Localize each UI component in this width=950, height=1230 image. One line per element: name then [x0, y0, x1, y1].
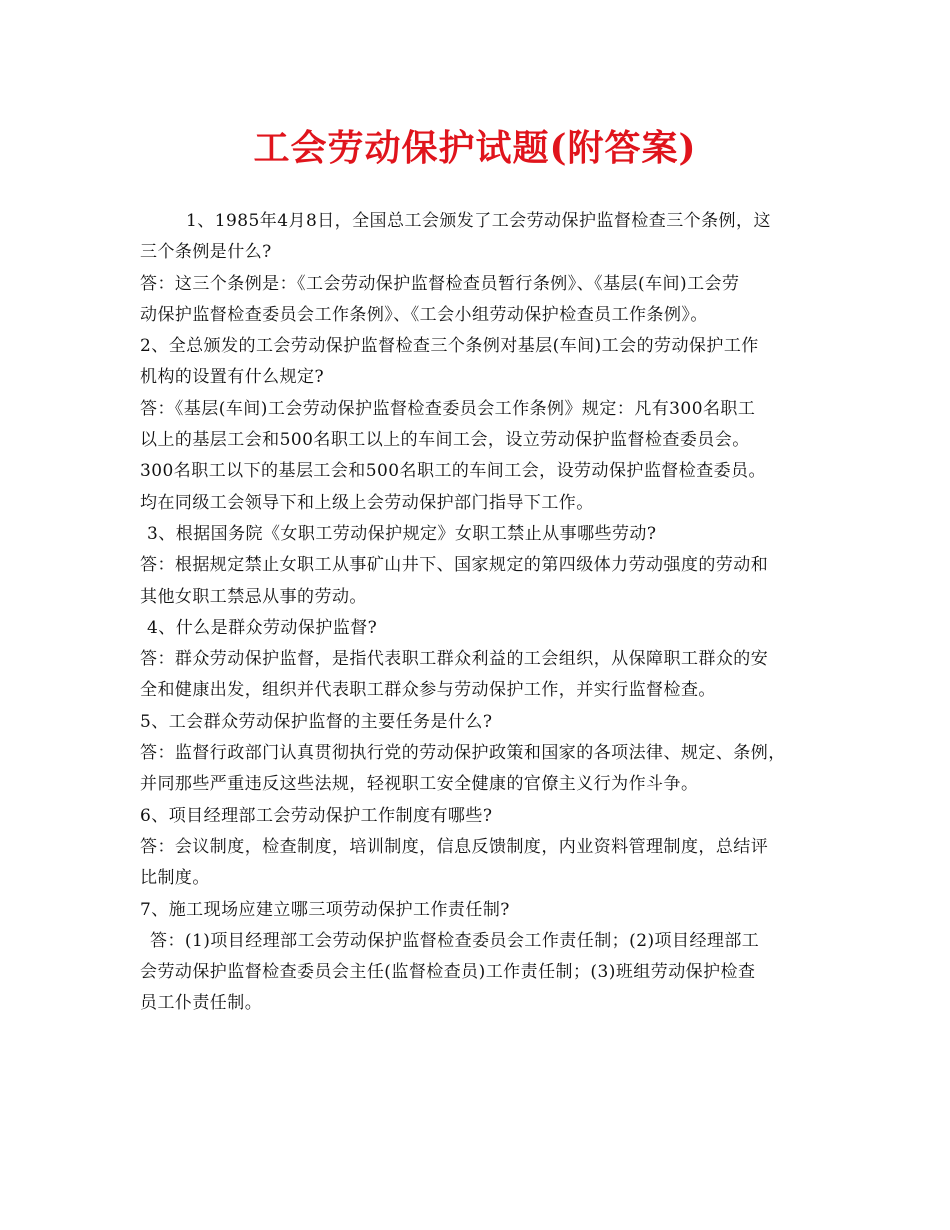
text-line: 4、什么是群众劳动保护监督?: [147, 617, 378, 638]
text-line: 比制度。: [140, 868, 210, 889]
text-line: 动保护监督检查委员会工作条例》、《工会小组劳动保护检查员工作条例》。: [140, 304, 708, 325]
text-line: 答：这三个条例是：《工会劳动保护监督检查员暂行条例》、《基层(车间)工会劳: [140, 273, 740, 294]
text-line: 3、根据国务院《女职工劳动保护规定》女职工禁止从事哪些劳动?: [147, 523, 657, 544]
text-line: 6、项目经理部工会劳动保护工作制度有哪些?: [140, 805, 493, 826]
text-line: 三个条例是什么?: [140, 242, 272, 263]
text-line: 答：根据规定禁止女职工从事矿山井下、国家规定的第四级体力劳动强度的劳动和: [140, 555, 769, 576]
text-line: 以上的基层工会和500名职工以上的车间工会，设立劳动保护监督检查委员会。: [140, 430, 750, 451]
text-line: 并同那些严重违反这些法规，轻视职工安全健康的官僚主义行为作斗争。: [140, 774, 699, 795]
text-line: 机构的设置有什么规定?: [140, 367, 325, 388]
text-line: 均在同级工会领导下和上级上会劳动保护部门指导下工作。: [140, 492, 594, 513]
text-line: 答：《基层(车间)工会劳动保护监督检查委员会工作条例》规定：凡有300名职工: [140, 398, 756, 419]
text-line: 答：监督行政部门认真贯彻执行党的劳动保护政策和国家的各项法律、规定、条例，: [140, 743, 786, 764]
text-line: 7、施工现场应建立哪三项劳动保护工作责任制?: [140, 899, 510, 920]
text-line: 会劳动保护监督检查委员会主任(监督检查员)工作责任制；(3)班组劳动保护检查: [140, 962, 756, 983]
text-line: 员工仆责任制。: [140, 993, 263, 1014]
text-line: 答：群众劳动保护监督，是指代表职工群众利益的工会组织，从保障职工群众的安: [140, 649, 769, 670]
document-body: [140, 206, 830, 1020]
text-line: 答：(1)项目经理部工会劳动保护监督检查委员会工作责任制；(2)项目经理部工: [150, 930, 760, 951]
text-line: 全和健康出发，组织并代表职工群众参与劳动保护工作，并实行监督检查。: [140, 680, 716, 701]
text-line: 答：会议制度，检查制度，培训制度，信息反馈制度，内业资料管理制度，总结评: [140, 836, 769, 857]
text-line: 5、工会群众劳动保护监督的主要任务是什么?: [140, 711, 493, 732]
text-line: 1、1985年4月8日，全国总工会颁发了工会劳动保护监督检查三个条例，这: [186, 211, 771, 231]
document-title: 工会劳动保护试题(附答案): [253, 127, 697, 169]
text-line: 2、全总颁发的工会劳动保护监督检查三个条例对基层(车间)工会的劳动保护工作: [140, 336, 759, 357]
text-line: 其他女职工禁忌从事的劳动。: [140, 586, 367, 607]
text-line: 300名职工以下的基层工会和500名职工的车间工会，设劳动保护监督检查委员。: [140, 461, 766, 482]
